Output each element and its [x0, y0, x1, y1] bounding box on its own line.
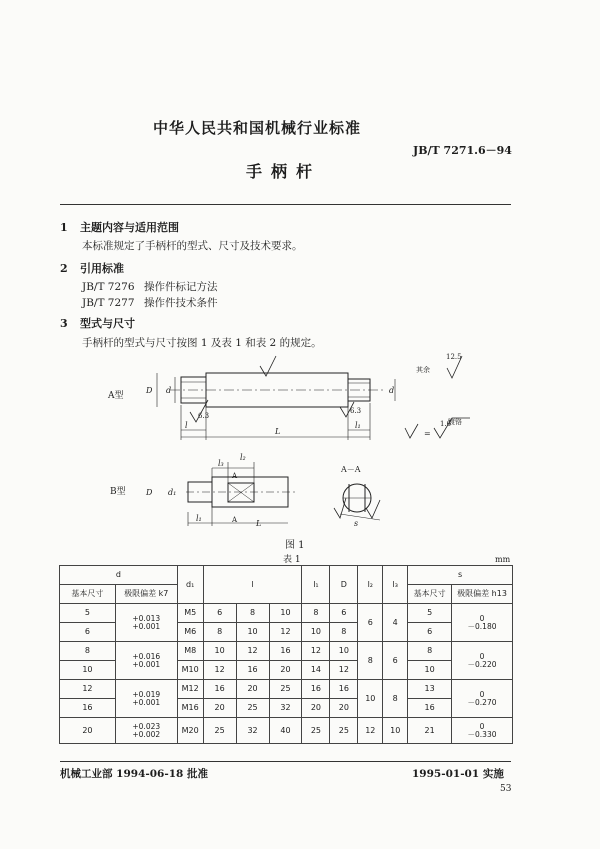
dim-L-label: L — [275, 427, 281, 436]
h13-tolerance: 0 －0.180 — [467, 613, 497, 631]
header-D: D — [330, 566, 358, 604]
table-row: 20 +0.023 +0.002 M20 25 32 40 25 25 12 10 21 0 －0.330 — [60, 718, 513, 744]
table-unit: mm — [495, 555, 511, 564]
table-row: 10 M10 12 16 20 14 12 10 — [60, 661, 513, 680]
k7-tolerance: +0.016 +0.001 — [132, 651, 161, 669]
page-number: 53 — [500, 784, 512, 794]
h13-tolerance: 0 －0.330 — [467, 721, 497, 739]
page-title: 手柄杆 — [246, 162, 322, 181]
section-1-text: 本标准规定了手柄杆的型式、尺寸及技术要求。 — [82, 240, 303, 252]
table-row: 16 M16 20 25 32 20 20 16 — [60, 699, 513, 718]
k7-tolerance: +0.023 +0.002 — [132, 721, 161, 739]
approval-info: 机械工业部 1994-06-18 批准 — [60, 768, 208, 780]
section-2-heading: 2 引用标准 — [60, 262, 124, 275]
dim-s-label: s — [354, 519, 359, 528]
h13-tolerance: 0 －0.220 — [467, 651, 497, 669]
header-d1: d₁ — [177, 566, 203, 604]
header-s: s — [408, 566, 513, 585]
roughness-value: 6.3 — [350, 407, 362, 415]
header-l2: l₂ — [358, 566, 383, 604]
section-mark: A — [232, 472, 238, 480]
table-row: 12 +0.019 +0.001 M12 16 20 25 16 16 10 8 13 0 －0.270 — [60, 680, 513, 699]
header-l: l — [203, 566, 302, 604]
header-nominal: 基本尺寸 — [60, 585, 116, 604]
k7-tolerance: +0.013 +0.001 — [132, 613, 161, 631]
standard-code: JB/T 7271.6－94 — [413, 144, 512, 157]
section-mark: A — [232, 516, 238, 524]
header-d: d — [60, 566, 178, 585]
table-row: 5 +0.013 +0.001 M5 6 8 10 8 6 6 4 5 0 －0.180 — [60, 604, 513, 623]
dim-L-label: L — [256, 519, 262, 528]
h13-tolerance: 0 －0.270 — [467, 689, 497, 707]
dim-D-label: D — [146, 386, 153, 395]
dim-D-label: D — [146, 488, 153, 497]
header-dev-k7: 极限偏差 k7 — [115, 585, 177, 604]
section-aa-view — [334, 484, 380, 520]
dim-l-label: l — [185, 421, 188, 430]
dimension-table — [59, 565, 513, 744]
footer-rule — [60, 761, 511, 762]
roughness-value: 1.6 — [440, 420, 452, 428]
rest-label: 其余 — [416, 366, 430, 374]
standard-org: 中华人民共和国机械行业标准 — [153, 119, 362, 137]
dim-d-label: d — [389, 386, 395, 395]
header-s-nominal: 基本尺寸 — [408, 585, 452, 604]
section-aa-label: A－A — [341, 465, 361, 474]
dim-l1-label: l₁ — [196, 514, 202, 523]
reference-item: JB/T 7277 操作件技术条件 — [82, 297, 218, 309]
dim-l3-label: l₃ — [218, 459, 224, 468]
dim-d1-label: d₁ — [168, 488, 177, 497]
roughness-value: 12.5 — [446, 353, 462, 361]
k7-tolerance: +0.019 +0.001 — [132, 689, 161, 707]
equals-sign: = — [424, 429, 431, 438]
plating-label: 镀铬 — [448, 418, 462, 426]
dim-l2-label: l₂ — [240, 453, 246, 462]
figure-caption: 图 1 — [285, 540, 305, 551]
table-title: 表 1 — [283, 555, 301, 565]
dim-d-label: d — [166, 386, 172, 395]
roughness-symbol — [405, 424, 418, 438]
header-dev-h13: 极限偏差 h13 — [452, 585, 513, 604]
table-row: 6 M6 8 10 12 10 8 6 — [60, 623, 513, 642]
section-3-text: 手柄杆的型式与尺寸按图 1 及表 1 和表 2 的规定。 — [82, 337, 322, 349]
reference-item: JB/T 7276 操作件标记方法 — [82, 281, 218, 293]
effective-date: 1995-01-01 实施 — [412, 768, 504, 780]
header-l1: l₁ — [302, 566, 330, 604]
table-row: 8 +0.016 +0.001 M8 10 12 16 12 10 8 6 8 0 －0.220 — [60, 642, 513, 661]
header-l3: l₃ — [383, 566, 408, 604]
type-b-rod — [186, 462, 295, 526]
type-b-label: B型 — [110, 487, 126, 497]
roughness-value: 6.3 — [198, 412, 210, 420]
section-1-heading: 1 主题内容与适用范围 — [60, 221, 179, 234]
section-3-heading: 3 型式与尺寸 — [60, 317, 135, 330]
type-a-label: A型 — [108, 391, 124, 401]
dim-l1-label: l₁ — [355, 421, 361, 430]
